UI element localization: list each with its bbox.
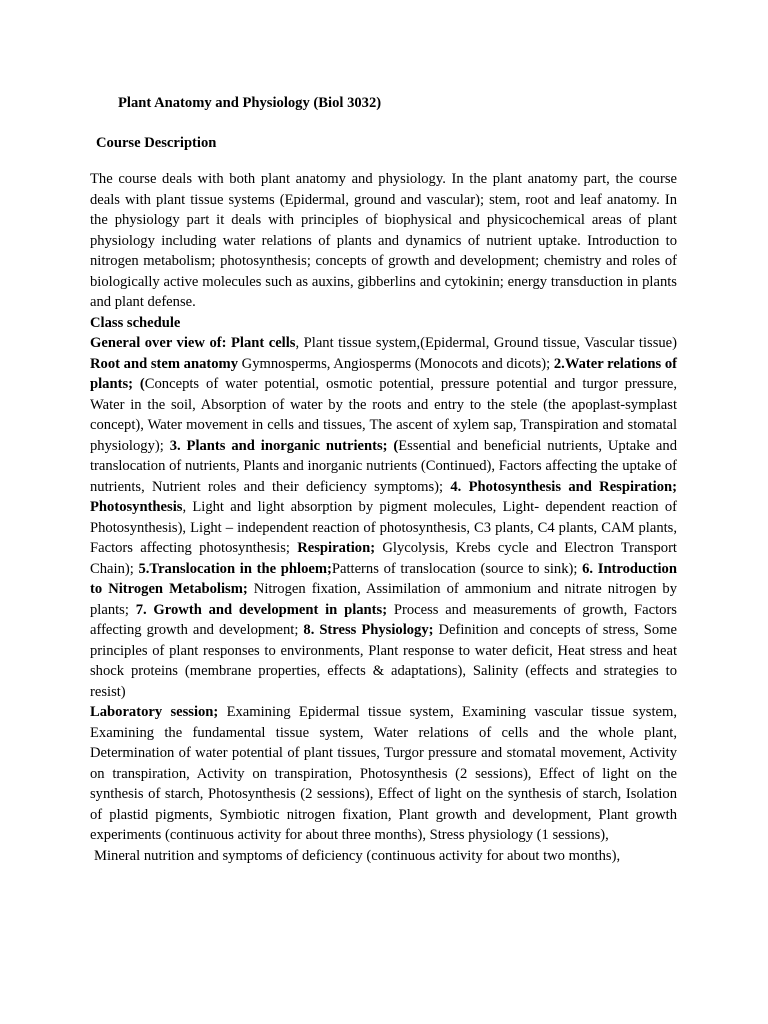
schedule-topic-text: Definition and concepts of stress, Some principles of plant responses to environments, Plant response to water deficit, Heat stress and heat shock proteins (membrane properties, effects & adaptations), Salinity (effects and strategies to resist) (90, 622, 677, 700)
laboratory-session-last-line: Mineral nutrition and symptoms of deficiency (continuous activity for about two months), (94, 847, 621, 864)
schedule-topic-heading: 6. Introduction to Nitrogen Metabolism; (90, 560, 677, 597)
schedule-topic-heading: 2.Water relations of plants; ( (90, 355, 677, 392)
schedule-topic-text: , Light and light absorption by pigment molecules, Light- dependent reaction of Photosynthesis), Light – independent reaction of photosynthesis, C3 plants, C4 plants, CAM plants, Factors affecting photosynthesis; (90, 499, 677, 556)
laboratory-session-text: Examining Epidermal tissue system, Examining vascular tissue system, Examining the fundamental tissue system, Water relations of cells and the whole plant, Determination of water potential of plant tissues, Turgor pressure and stomatal movement, Activity on transpiration, Activity on transpiration, Photosynthesis (2 sessions), Effect of light on the synthesis of starch, Photosynthesis (2 sessions), Effect of light on the synthesis of starch, Isolation of plastid pigments, Symbiotic nitrogen fixation, Plant growth and development, Plant growth experiments (continuous activity for about three months), Stress physiology (1 sessions), (90, 704, 677, 843)
schedule-topic-text: Essential and beneficial nutrients, Uptake and translocation of nutrients, Plants and inorganic nutrients (Continued), Factors affecting the uptake of nutrients, Nutrient roles and their deficiency symptoms); (90, 437, 677, 495)
class-schedule-paragraph (90, 333, 677, 702)
laboratory-session-heading: Laboratory session; (90, 704, 219, 720)
schedule-topic-text: Nitrogen fixation, Assimilation of ammonium and nitrate nitrogen by plants; (90, 581, 678, 618)
schedule-topic-text: Patterns of translocation (source to sink); (331, 560, 583, 577)
schedule-topic-heading: Root and stem anatomy (90, 355, 239, 372)
schedule-topic-heading: 7. Growth and development in plants; (135, 601, 388, 618)
schedule-topic-text: Concepts of water potential, osmotic potential, pressure potential and turgor pressure, Water in the soil, Absorption of water by the roots and entry to the stele (the apoplast-symplast concept), Water movement in cells and tissues, The ascent of xylem sap, Transpiration and stomatal physiology); (90, 376, 678, 454)
laboratory-session-paragraph (90, 702, 677, 846)
course-description-paragraph: The course deals with both plant anatomy and physiology. In the plant anatomy part, the course deals with plant tissue systems (Epidermal, ground and vascular); stem, root and leaf anatomy. In the physiology part it deals with principles of biophysical and physicochemical areas of plant physiology including water relations of plants and dynamics of nutrient uptake. Introduction to nitrogen metabolism; photosynthesis; concepts of growth and development; chemistry and roles of biologically active molecules such as auxins, gibberlins and cytokinin; energy transduction in plants and plant defense. (90, 171, 677, 310)
schedule-topic-text: , Plant tissue system,(Epidermal, Ground tissue, Vascular tissue) (295, 335, 678, 351)
schedule-topic-heading: Respiration; (297, 540, 376, 556)
schedule-topic-text: Process and measurements of growth, Factors affecting growth and development; (90, 601, 677, 638)
document-title: Plant Anatomy and Physiology (Biol 3032) (118, 95, 382, 111)
schedule-topic-heading: 8. Stress Physiology; (303, 622, 434, 638)
schedule-topic-heading: 3. Plants and inorganic nutrients; ( (169, 437, 399, 454)
schedule-topic-heading: 5.Translocation in the phloem; (138, 560, 332, 577)
schedule-topic-text: Gymnosperms, Angiosperms (Monocots and dicots); (238, 355, 554, 372)
document-body (90, 169, 677, 866)
schedule-topic-text: Glycolysis, Krebs cycle and Electron Transport Chain); (90, 540, 677, 577)
schedule-topic-heading: General over view of: Plant cells (90, 335, 296, 351)
class-schedule-heading: Class schedule (90, 314, 181, 331)
course-description-heading: Course Description (96, 135, 217, 151)
schedule-topic-heading: 4. Photosynthesis and Respiration; Photosynthesis (90, 478, 677, 515)
